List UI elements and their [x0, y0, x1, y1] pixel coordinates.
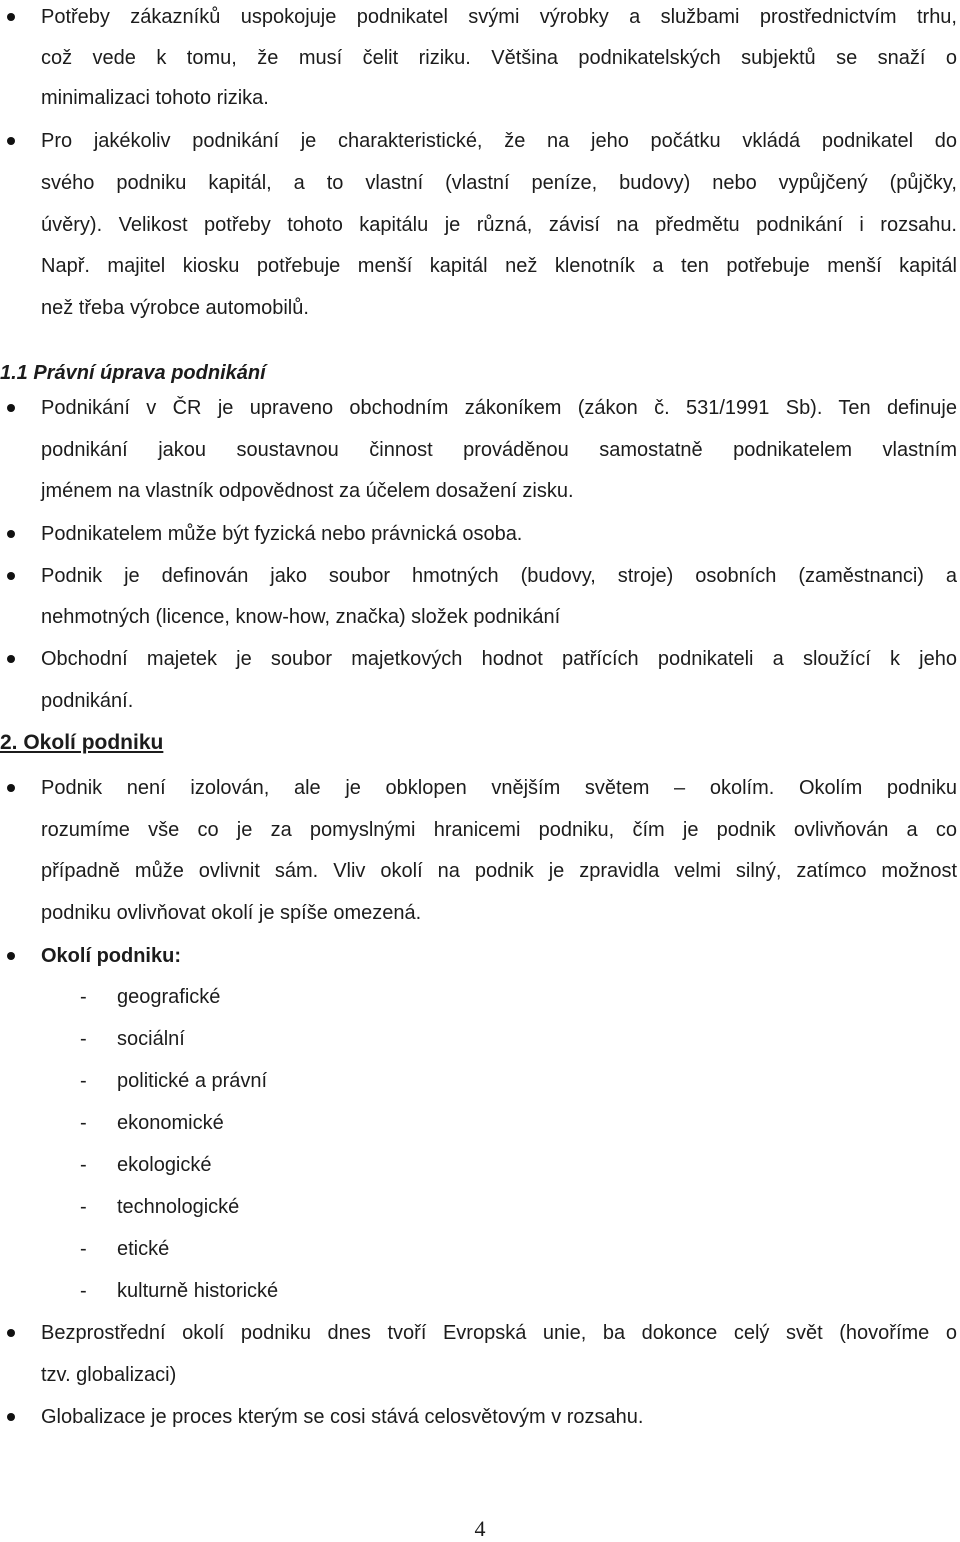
text-line: svého podniku kapitál, a to vlastní (vlastní peníze, budovy) nebo vypůjčený (půjčky,: [41, 172, 957, 194]
page-number: 4: [474, 1516, 486, 1541]
text-line: Pro jakékoliv podnikání je charakteristické, že na jeho počátku vkládá podnikatel do: [41, 130, 957, 152]
dash-marker: -: [80, 1070, 87, 1092]
list-item-label: politické a právní: [117, 1070, 268, 1092]
dash-marker: -: [80, 1154, 87, 1176]
list-item-label: ekologické: [117, 1154, 212, 1176]
text-line: Podnik není izolován, ale je obklopen vnějším světem – okolím. Okolím podniku: [41, 777, 957, 799]
list-item-label: geografické: [117, 986, 221, 1008]
text-line: tzv. globalizaci): [41, 1364, 177, 1386]
bullet-marker: [7, 530, 15, 538]
bullet-marker: [7, 655, 15, 663]
text-line: podnikání.: [41, 690, 134, 712]
bullet-marker: [7, 13, 15, 21]
text-line: jménem na vlastník odpovědnost za účelem dosažení zisku.: [41, 480, 574, 502]
section-heading-1-1: 1.1 Právní úprava podnikání: [0, 362, 266, 384]
dash-marker: -: [80, 1280, 87, 1302]
dash-marker: -: [80, 986, 87, 1008]
list-item-label: ekonomické: [117, 1112, 224, 1134]
bullet-marker: [7, 137, 15, 145]
bullet-marker: [7, 572, 15, 580]
text-line: což vede k tomu, že musí čelit riziku. Většina podnikatelských subjektů se snaží o: [41, 47, 957, 69]
text-line: podnikání jakou soustavnou činnost prováděnou samostatně podnikatelem vlastním: [41, 439, 957, 461]
bullet-marker: [7, 1329, 15, 1337]
text-line: rozumíme vše co je za pomyslnými hranicemi podniku, čím je podnik ovlivňován a co: [41, 819, 957, 841]
dash-marker: -: [80, 1112, 87, 1134]
text-line: případně může ovlivnit sám. Vliv okolí na podnik je zpravidla velmi silný, zatímco možnost: [41, 860, 957, 882]
text-line: Např. majitel kiosku potřebuje menší kapitál než klenotník a ten potřebuje menší kapitál: [41, 255, 957, 277]
list-item-label: technologické: [117, 1196, 240, 1218]
list-item-label: kulturně historické: [117, 1280, 279, 1302]
bullet-marker: [7, 404, 15, 412]
bullet-marker: [7, 952, 15, 960]
text-line: Bezprostřední okolí podniku dnes tvoří Evropská unie, ba dokonce celý svět (hovoříme o: [41, 1322, 957, 1344]
text-line: Podnik je definován jako soubor hmotných (budovy, stroje) osobních (zaměstnanci) a: [41, 565, 957, 587]
text-line: Globalizace je proces kterým se cosi stává celosvětovým v rozsahu.: [41, 1406, 644, 1428]
text-line: Podnikatelem může být fyzická nebo právnická osoba.: [41, 523, 523, 545]
text-line: Potřeby zákazníků uspokojuje podnikatel svými výrobky a službami prostřednictvím trhu,: [41, 6, 957, 28]
bullet-marker: [7, 784, 15, 792]
section-heading-2: 2. Okolí podniku: [0, 731, 164, 754]
text-line: nehmotných (licence, know-how, značka) složek podnikání: [41, 606, 561, 628]
okoli-heading: Okolí podniku:: [41, 945, 181, 967]
text-line: než třeba výrobce automobilů.: [41, 297, 309, 319]
text-line: minimalizaci tohoto rizika.: [41, 87, 269, 109]
dash-marker: -: [80, 1196, 87, 1218]
text-line: Podnikání v ČR je upraveno obchodním zákoníkem (zákon č. 531/1991 Sb). Ten definuje: [41, 397, 957, 419]
dash-marker: -: [80, 1238, 87, 1260]
text-line: Obchodní majetek je soubor majetkových hodnot patřících podnikateli a sloužící k jeho: [41, 648, 957, 670]
list-item-label: etické: [117, 1238, 170, 1260]
dash-marker: -: [80, 1028, 87, 1050]
list-item-label: sociální: [117, 1028, 185, 1050]
text-line: úvěry). Velikost potřeby tohoto kapitálu je různá, závisí na předmětu podnikání i rozsahu.: [41, 214, 957, 236]
bullet-marker: [7, 1413, 15, 1421]
text-line: podniku ovlivňovat okolí je spíše omezená.: [41, 902, 422, 924]
